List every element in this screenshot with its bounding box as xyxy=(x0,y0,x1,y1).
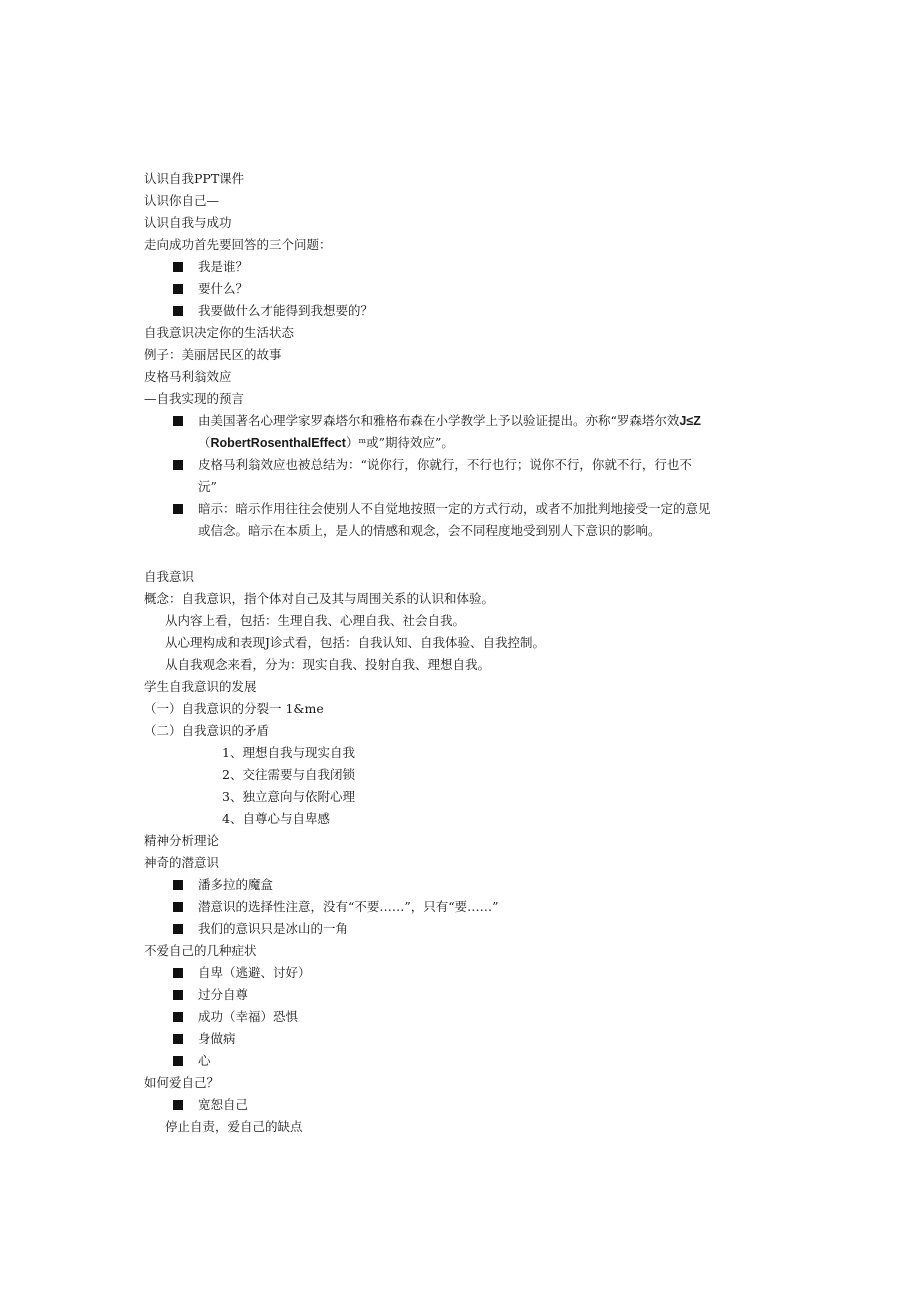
list-item xyxy=(0,896,920,918)
list-item-text: 我要做什么才能得到我想要的？ xyxy=(198,303,374,318)
text-line: 从自我观念来看，分为：现实自我、投射自我、理想自我。 xyxy=(165,657,491,672)
text-line: （二）自我意识的矛盾 xyxy=(144,723,270,738)
text-line: 神奇的潜意识 xyxy=(144,855,220,870)
text-line: 如何爱自己？ xyxy=(144,1075,220,1090)
list-item xyxy=(0,1028,920,1050)
list-item xyxy=(0,256,920,278)
list-item-text: 心 xyxy=(198,1053,211,1068)
square-bullet-icon xyxy=(173,1100,183,1110)
square-bullet-icon xyxy=(173,1056,183,1066)
list-item-text: 皮格马利翁效应也被总结为：“说你行，你就行，不行也行；说你不行，你就不行，行也不 xyxy=(198,457,692,472)
list-item xyxy=(0,1050,920,1072)
list-item-text: 由美国著名心理学家罗森塔尔和雅格布森在小学教学上予以验证提出。亦称“罗森塔尔效J≤Z xyxy=(198,413,701,428)
text-line: 学生自我意识的发展 xyxy=(144,679,257,694)
square-bullet-icon xyxy=(173,990,183,1000)
list-item-text: 暗示：暗示作用往往会使别人不自觉地按照一定的方式行动，或者不加批判地接受一定的意见 xyxy=(198,501,711,516)
square-bullet-icon xyxy=(173,902,183,912)
list-item xyxy=(0,278,920,300)
square-bullet-icon xyxy=(173,924,183,934)
square-bullet-icon xyxy=(173,1034,183,1044)
list-item-text-continued: （RobertRosenthalEffect）ᵐ或”期待效应”。 xyxy=(198,435,454,450)
text-line: 认识你自己— xyxy=(144,193,220,208)
numbered-item: 2、交往需要与自我闭锁 xyxy=(222,767,355,782)
text-line: （一）自我意识的分裂一 1&me xyxy=(144,701,324,716)
text-line: 不爱自己的几种症状 xyxy=(144,943,257,958)
text-line: 从内容上看，包括：生理自我、心理自我、社会自我。 xyxy=(165,613,466,628)
list-item-text: 潜意识的选择性注意，没有“不要……”，只有“要……” xyxy=(198,899,499,914)
list-item xyxy=(0,498,920,542)
square-bullet-icon xyxy=(173,460,183,470)
text-line: 自我意识决定你的生活状态 xyxy=(144,325,295,340)
text-line: 认识自我与成功 xyxy=(144,215,232,230)
text-line: —自我实现的预言 xyxy=(144,391,245,406)
text-line: 精神分析理论 xyxy=(144,833,220,848)
numbered-item: 3、独立意向与依附心理 xyxy=(222,789,355,804)
list-item-text: 潘多拉的魔盒 xyxy=(198,877,274,892)
list-item xyxy=(0,984,920,1006)
list-item-text: 我是谁？ xyxy=(198,259,249,274)
numbered-item: 1、理想自我与现实自我 xyxy=(222,745,355,760)
square-bullet-icon xyxy=(173,968,183,978)
square-bullet-icon xyxy=(173,504,183,514)
text-line: 从心理构成和表现J诊式看，包括：自我认知、自我体验、自我控制。 xyxy=(165,635,546,650)
list-item xyxy=(0,410,920,454)
text-line: 概念：自我意识，指个体对自己及其与周围关系的认识和体验。 xyxy=(144,591,495,606)
text-line: 皮格马利翁效应 xyxy=(144,369,232,384)
list-item xyxy=(0,300,920,322)
list-item-text-continued: 沅” xyxy=(198,479,217,494)
square-bullet-icon xyxy=(173,262,183,272)
list-item xyxy=(0,1006,920,1028)
square-bullet-icon xyxy=(173,284,183,294)
list-item-text: 过分自尊 xyxy=(198,987,249,1002)
section-heading: 自我意识 xyxy=(144,569,195,584)
list-item-text: 身做病 xyxy=(198,1031,236,1046)
numbered-item: 4、自尊心与自卑感 xyxy=(222,811,330,826)
list-item xyxy=(0,1094,920,1116)
square-bullet-icon xyxy=(173,1012,183,1022)
list-item-text: 宽恕自己 xyxy=(198,1097,249,1112)
square-bullet-icon xyxy=(173,306,183,316)
square-bullet-icon xyxy=(173,416,183,426)
square-bullet-icon xyxy=(173,880,183,890)
text-line: 停止自责，爱自己的缺点 xyxy=(165,1119,303,1134)
list-item-text: 自卑（逃避、讨好） xyxy=(198,965,311,980)
list-item xyxy=(0,454,920,498)
list-item-text: 成功（幸福）恐惧 xyxy=(198,1009,299,1024)
document-title: 认识自我PPT课件 xyxy=(144,171,245,186)
text-line: 走向成功首先要回答的三个问题： xyxy=(144,237,332,252)
list-item xyxy=(0,918,920,940)
list-item xyxy=(0,962,920,984)
list-item xyxy=(0,874,920,896)
list-item-text-continued: 或信念。暗示在本质上，是人的情感和观念，会不同程度地受到别人下意识的影响。 xyxy=(198,523,661,538)
list-item-text: 我们的意识只是冰山的一角 xyxy=(198,921,349,936)
text-line: 例子：美丽居民区的故事 xyxy=(144,347,282,362)
list-item-text: 要什么？ xyxy=(198,281,249,296)
